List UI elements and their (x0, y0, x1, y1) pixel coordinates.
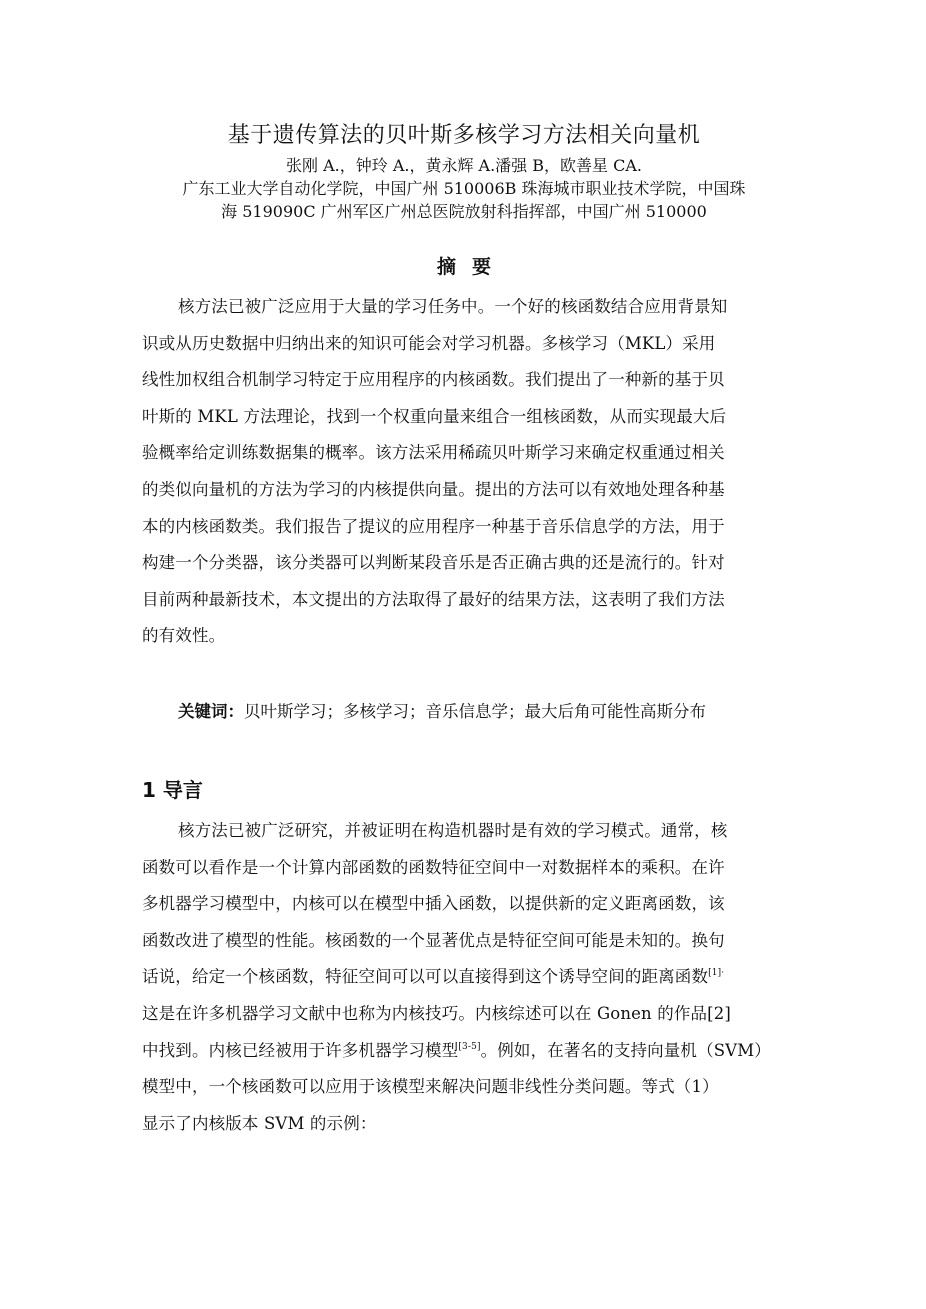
author-list: 张刚 A.，钟玲 A.，黄永辉 A.潘强 B，欧善星 CA. (286, 156, 642, 175)
abstract-line: 验概率给定训练数据集的概率。该方法采用稀疏贝叶斯学习来确定权重通过相关 (142, 443, 725, 463)
intro-line (142, 959, 786, 996)
keywords (178, 697, 786, 727)
keywords-text: 贝叶斯学习；多核学习；音乐信息学；最大后角可能性高斯分布 (244, 701, 706, 721)
abstract-line: 线性加权组合机制学习特定于应用程序的内核函数。我们提出了一种新的基于贝 (142, 370, 725, 390)
intro-line: 模型中，一个核函数可以应用于该模型来解决问题非线性分类问题。等式（1） (142, 1077, 719, 1097)
intro-line: 函数可以看作是一个计算内部函数的函数特征空间中一对数据样本的乘积。在许 (142, 857, 725, 877)
keywords-label: 关键词： (178, 701, 244, 721)
abstract-line: 的有效性。 (142, 626, 226, 646)
affiliation-line: 海 519090C 广州军区广州总医院放射科指挥部，中国广州 510000 (221, 202, 707, 221)
abstract-line: 识或从历史数据中归纳出来的知识可能会对学习机器。多核学习（MKL）采用 (142, 333, 716, 353)
introduction-body (142, 813, 786, 1142)
citation-marker: [3-5] (458, 1041, 481, 1052)
intro-line: 显示了内核版本 SVM 的示例： (142, 1113, 377, 1133)
abstract-heading: 摘要 (436, 256, 507, 278)
affiliation-line: 广东工业大学自动化学院，中国广州 510006B 珠海城市职业技术学院，中国珠 (182, 179, 746, 198)
affiliations (142, 177, 786, 223)
intro-line-text: 中找到。内核已经被用于许多机器学习模型 (142, 1040, 459, 1060)
abstract-line: 的类似向量机的方法为学习的内核提供向量。提出的方法可以有效地处理各种基 (142, 479, 725, 499)
citation-marker: [1]· (708, 968, 725, 979)
intro-line: 多机器学习模型中，内核可以在模型中插入函数，以提供新的定义距离函数，该 (142, 894, 725, 914)
paper-page (142, 118, 786, 1142)
intro-line: 核方法已被广泛研究，并被证明在构造机器时是有效的学习模式。通常，核 (178, 820, 728, 840)
abstract-line: 目前两种最新技术，本文提出的方法取得了最好的结果方法，这表明了我们方法 (142, 589, 725, 609)
paper-title: 基于遗传算法的贝叶斯多核学习方法相关向量机 (227, 123, 701, 148)
section-heading-introduction: 1 导言 (142, 777, 203, 802)
abstract-line: 核方法已被广泛应用于大量的学习任务中。一个好的核函数结合应用背景知 (178, 297, 728, 316)
intro-line-text: 话说，给定一个核函数，特征空间可以可以直接得到这个诱导空间的距离函数 (142, 967, 709, 987)
abstract-line: 本的内核函数类。我们报告了提议的应用程序一种基于音乐信息学的方法，用于 (142, 516, 725, 536)
intro-line (142, 1033, 786, 1070)
abstract-body (142, 289, 786, 655)
abstract-line: 叶斯的 MKL 方法理论，找到一个权重向量来组合一组核函数，从而实现最大后 (142, 406, 727, 426)
intro-line-tail: 。例如，在著名的支持向量机（SVM） (480, 1040, 771, 1060)
abstract-line: 构建一个分类器，该分类器可以判断某段音乐是否正确古典的还是流行的。针对 (142, 553, 725, 573)
intro-line: 函数改进了模型的性能。核函数的一个显著优点是特征空间可能是未知的。换句 (142, 930, 725, 950)
intro-line: 这是在许多机器学习文献中也称为内核技巧。内核综述可以在 Gonen 的作品[2] (142, 1003, 731, 1023)
